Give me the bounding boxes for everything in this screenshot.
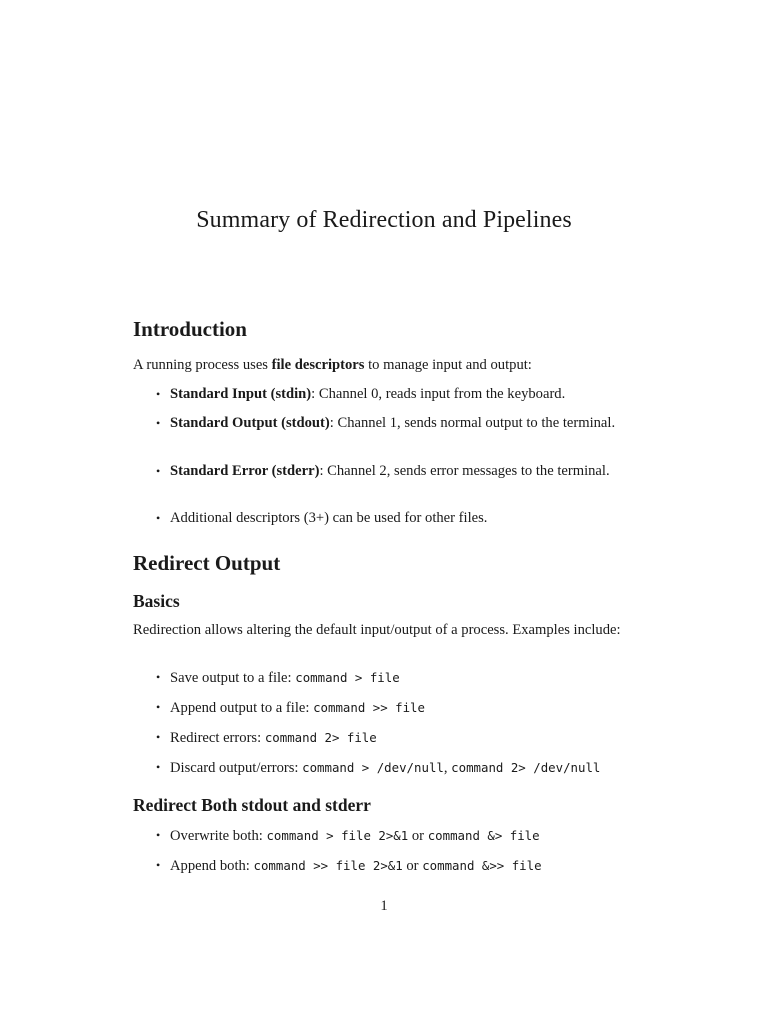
item-text: : Channel 2, sends error messages to the terminal. bbox=[319, 463, 610, 479]
item-text: Redirect errors: bbox=[170, 730, 265, 746]
bullet-icon: • bbox=[156, 670, 161, 684]
list-item bbox=[156, 510, 635, 527]
bullet-icon: • bbox=[156, 416, 161, 430]
item-separator: , bbox=[443, 760, 452, 776]
item-separator: or bbox=[402, 858, 423, 874]
section-heading-redirect-output: Redirect Output bbox=[133, 551, 281, 575]
bullet-icon: • bbox=[156, 387, 161, 401]
item-text: Additional descriptors (3+) can be used for other files. bbox=[170, 510, 488, 526]
item-code: command >> file 2>&1 bbox=[253, 858, 403, 873]
item-text: Save output to a file: bbox=[170, 670, 296, 686]
item-text: Overwrite both: bbox=[170, 828, 267, 844]
bullet-icon: • bbox=[156, 730, 161, 744]
intro-lead-post: to manage input and output: bbox=[364, 357, 532, 373]
item-text: Discard output/errors: bbox=[170, 760, 303, 776]
list-item bbox=[156, 463, 635, 480]
item-code: command 2> /dev/null bbox=[451, 760, 601, 775]
list-item bbox=[156, 669, 635, 687]
list-item bbox=[156, 759, 650, 777]
item-bold: Standard Output (stdout) bbox=[170, 415, 330, 431]
bullet-icon: • bbox=[156, 828, 161, 842]
intro-lead-pre: A running process uses bbox=[133, 357, 272, 373]
subsection-heading-redirect-both: Redirect Both stdout and stderr bbox=[133, 795, 371, 815]
item-code: command >> file bbox=[313, 700, 425, 715]
item-code: command 2> file bbox=[264, 730, 377, 745]
item-text: : Channel 0, reads input from the keyboard. bbox=[311, 386, 566, 402]
bullet-icon: • bbox=[156, 700, 161, 714]
bullet-icon: • bbox=[156, 511, 161, 525]
subsection-heading-basics: Basics bbox=[133, 591, 180, 611]
section-heading-introduction: Introduction bbox=[133, 317, 247, 341]
item-code: command > file 2>&1 bbox=[266, 828, 409, 843]
item-code: command > /dev/null bbox=[302, 760, 444, 775]
list-item bbox=[156, 729, 635, 747]
list-item bbox=[156, 827, 635, 845]
item-text: Append both: bbox=[170, 858, 254, 874]
item-text: : Channel 1, sends normal output to the terminal. bbox=[329, 415, 616, 431]
item-bold: Standard Input (stdin) bbox=[170, 386, 312, 402]
bullet-icon: • bbox=[156, 464, 161, 478]
list-item bbox=[156, 386, 635, 403]
list-item bbox=[156, 699, 635, 717]
basics-paragraph: Redirection allows altering the default input/output of a process. Examples include: bbox=[133, 622, 621, 638]
item-text: Append output to a file: bbox=[170, 700, 314, 716]
list-item bbox=[156, 415, 635, 432]
item-separator: or bbox=[408, 828, 428, 844]
bullet-icon: • bbox=[156, 858, 161, 872]
item-code: command &>> file bbox=[422, 858, 542, 873]
intro-paragraph bbox=[133, 357, 635, 374]
item-code: command &> file bbox=[427, 828, 540, 843]
page-title: Summary of Redirection and Pipelines bbox=[196, 207, 572, 233]
intro-lead-bold: file descriptors bbox=[271, 357, 365, 373]
page-number: 1 bbox=[380, 898, 388, 914]
bullet-icon: • bbox=[156, 760, 161, 774]
item-code: command > file bbox=[295, 670, 400, 685]
list-item bbox=[156, 857, 635, 875]
item-bold: Standard Error (stderr) bbox=[170, 463, 320, 479]
